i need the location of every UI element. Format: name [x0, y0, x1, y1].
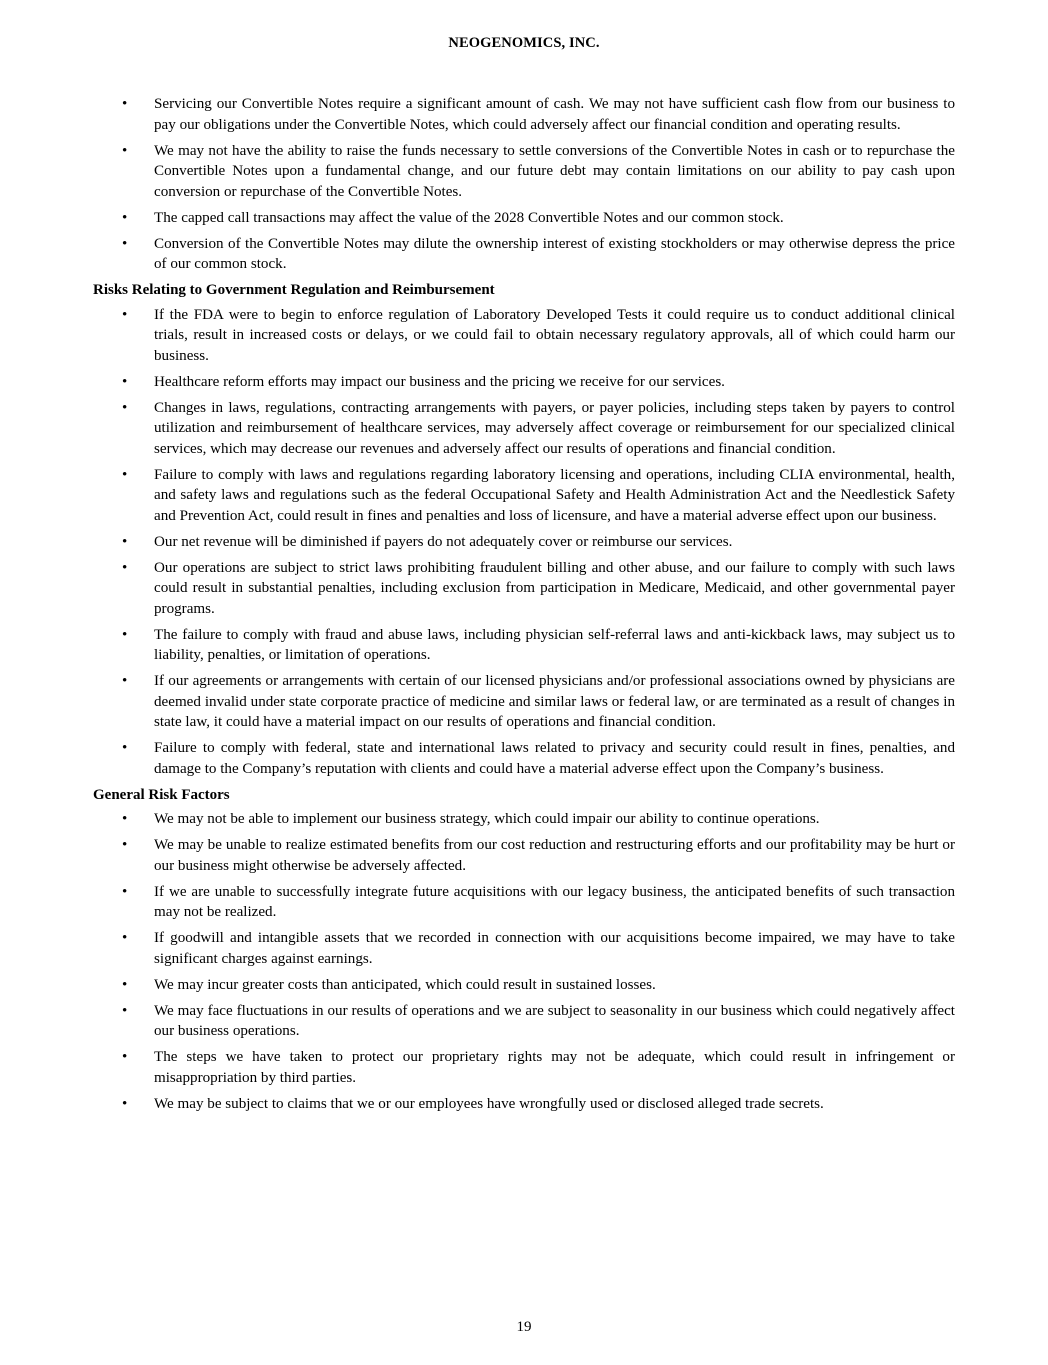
- bullet-list: [93, 305, 955, 780]
- list-item-text: Our operations are subject to strict laws prohibiting fraudulent billing and other abuse, and our failure to comply with such laws could result in substantial penalties, including exclusion from participation in Medicare, Medicaid, and other governmental payer programs.: [154, 559, 955, 617]
- list-item: [93, 208, 955, 229]
- bullet-icon: •: [122, 373, 128, 390]
- list-item: [93, 671, 955, 733]
- list-item-text: If our agreements or arrangements with certain of our licensed physicians and/or professional associations owned by physicians are deemed invalid under state corporate practice of medicine and similar laws or federal law, or are terminated as a result of changes in state law, it could have a material impact on our results of operations and financial condition.: [154, 673, 955, 730]
- bullet-icon: •: [122, 883, 128, 900]
- list-item-text: Failure to comply with laws and regulations regarding laboratory licensing and operations, including CLIA environmental, health, and safety laws and regulations such as the federal Occupational Safety and Health Administration Act and the Needlestick Safety and Prevention Act, could result in fines and penalties and loss of licensure, and have a material adverse effect upon our business.: [154, 466, 955, 524]
- list-item-text: Our net revenue will be diminished if payers do not adequately cover or reimburse our services.: [154, 533, 733, 550]
- bullet-list: [93, 809, 955, 1114]
- bullet-icon: •: [122, 142, 128, 159]
- bullet-icon: •: [122, 96, 128, 112]
- list-item: [93, 141, 955, 203]
- list-item: [93, 835, 955, 876]
- section-heading: General Risk Factors: [93, 786, 230, 803]
- list-item-text: Conversion of the Convertible Notes may dilute the ownership interest of existing stockholders or may otherwise depress the price of our common stock.: [154, 235, 955, 272]
- list-item: [93, 465, 955, 527]
- bullet-icon: •: [122, 399, 128, 416]
- list-item-text: If the FDA were to begin to enforce regulation of Laboratory Developed Tests it could require us to conduct additional clinical trials, result in increased costs or delays, or we could fail to obtain necessary regulatory approvals, all of which could harm our business.: [154, 306, 955, 364]
- list-item: [93, 882, 955, 923]
- list-item: [93, 625, 955, 666]
- list-item-text: We may not have the ability to raise the funds necessary to settle conversions of the Convertible Notes in cash or to repurchase the Convertible Notes upon a fundamental change, and our future debt may contain limitations on our ability to pay cash upon conversion or repurchase of the Convertible Notes.: [154, 142, 955, 200]
- bullet-icon: •: [122, 740, 128, 756]
- bullet-icon: •: [122, 1002, 128, 1019]
- list-item-text: If we are unable to successfully integrate future acquisitions with our legacy business, the anticipated benefits of such transaction may not be realized.: [154, 883, 955, 920]
- list-item: [93, 372, 955, 393]
- bullet-icon: •: [122, 930, 128, 946]
- bullet-icon: •: [122, 1049, 128, 1065]
- bullet-icon: •: [122, 533, 128, 550]
- bullet-list: [93, 94, 955, 275]
- list-item-text: The steps we have taken to protect our proprietary rights may not be adequate, which could result in infringement or misappropriation by third parties.: [154, 1049, 955, 1086]
- bullet-icon: •: [122, 209, 128, 226]
- bullet-icon: •: [122, 1095, 128, 1112]
- section-heading: Risks Relating to Government Regulation and Reimbursement: [93, 282, 495, 298]
- page-number: 19: [516, 1319, 532, 1335]
- bullet-icon: •: [122, 235, 128, 252]
- list-item: [93, 532, 955, 553]
- list-item: [93, 928, 955, 969]
- list-item: [93, 398, 955, 460]
- list-item-text: We may be unable to realize estimated benefits from our cost reduction and restructuring efforts and our profitability may be hurt or our business might otherwise be adversely affected.: [154, 837, 955, 874]
- list-item-text: We may not be able to implement our business strategy, which could impair our ability to continue operations.: [154, 811, 820, 827]
- list-item-text: We may face fluctuations in our results of operations and we are subject to seasonality in our business which could negatively affect our business operations.: [154, 1002, 955, 1039]
- list-item: [93, 234, 955, 275]
- list-item: [93, 738, 955, 779]
- bullet-icon: •: [122, 673, 128, 689]
- list-item: [93, 558, 955, 620]
- document-body: [93, 94, 955, 1120]
- list-item-text: Changes in laws, regulations, contracting arrangements with payers, or payer policies, including steps taken by payers to control utilization and reimbursement of healthcare services, may adversely affect coverage or reimbursement for our specialized clinical services, which may decrease our revenues and adversely affect our results of operations and financial condition.: [154, 399, 955, 457]
- list-item-text: We may incur greater costs than anticipated, which could result in sustained losses.: [154, 976, 656, 993]
- list-item: [93, 305, 955, 367]
- bullet-icon: •: [122, 626, 128, 643]
- page-header: NEOGENOMICS, INC.: [448, 35, 600, 51]
- list-item-text: Healthcare reform efforts may impact our business and the pricing we receive for our services.: [154, 373, 725, 390]
- list-item: [93, 1001, 955, 1042]
- bullet-icon: •: [122, 811, 128, 827]
- list-item: [93, 1047, 955, 1088]
- bullet-icon: •: [122, 837, 128, 853]
- bullet-icon: •: [122, 976, 128, 993]
- list-item: [93, 809, 955, 830]
- list-item: [93, 1094, 955, 1115]
- list-item-text: If goodwill and intangible assets that we recorded in connection with our acquisitions become impaired, we may have to take significant charges against earnings.: [154, 930, 955, 967]
- list-item: [93, 975, 955, 996]
- list-item-text: Servicing our Convertible Notes require a significant amount of cash. We may not have sufficient cash flow from our business to pay our obligations under the Convertible Notes, which could adversely affect our financial condition and operating results.: [154, 96, 955, 133]
- list-item-text: We may be subject to claims that we or our employees have wrongfully used or disclosed alleged trade secrets.: [154, 1095, 824, 1112]
- list-item-text: Failure to comply with federal, state and international laws related to privacy and security could result in fines, penalties, and damage to the Company’s reputation with clients and could have a material adverse effect upon the Company’s business.: [154, 740, 955, 777]
- list-item-text: The failure to comply with fraud and abuse laws, including physician self-referral laws and anti-kickback laws, may subject us to liability, penalties, or limitation of operations.: [154, 626, 955, 663]
- bullet-icon: •: [122, 559, 128, 576]
- list-item-text: The capped call transactions may affect the value of the 2028 Convertible Notes and our common stock.: [154, 209, 784, 226]
- list-item: [93, 94, 955, 135]
- bullet-icon: •: [122, 306, 128, 323]
- bullet-icon: •: [122, 466, 128, 483]
